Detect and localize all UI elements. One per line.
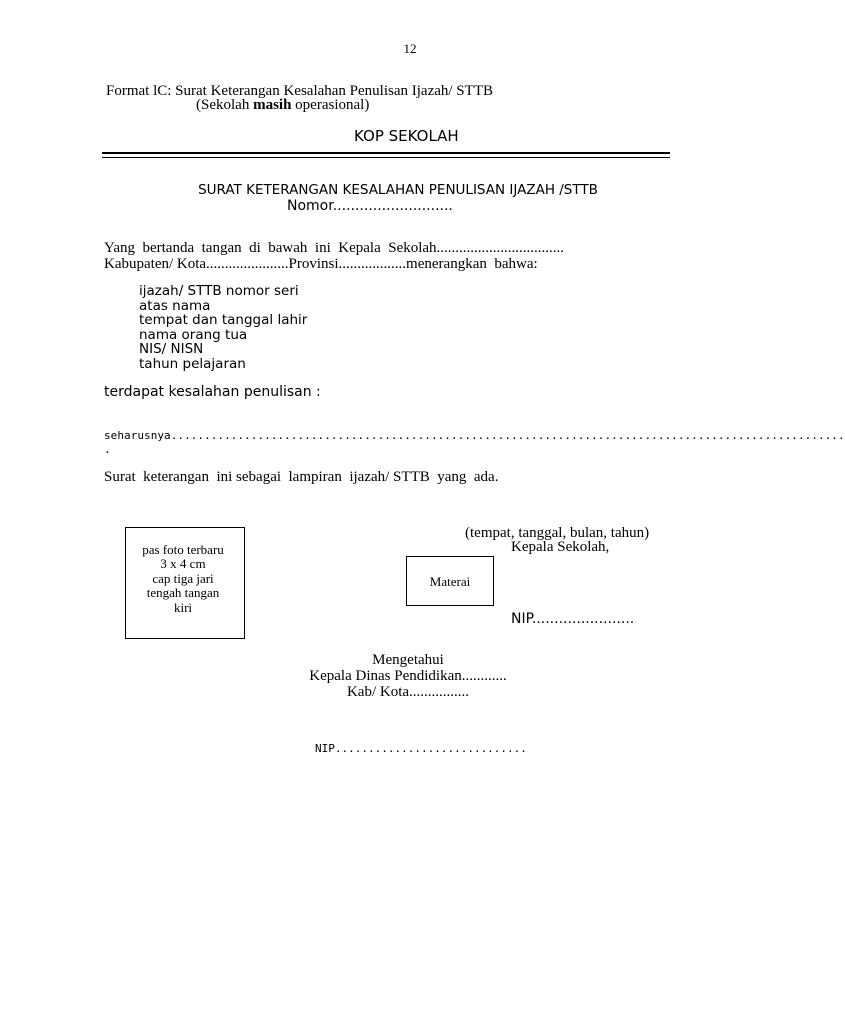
format-title: Format lC: Surat Keterangan Kesalahan Penulisan Ijazah/ STTB	[106, 83, 493, 99]
intro-line-1: Yang bertanda tangan di bawah ini Kepala Sekolah..................................	[104, 240, 565, 256]
stamp-label: Materai	[429, 574, 471, 589]
photo-box-text	[126, 543, 240, 615]
letter-number: Nomor...........................	[287, 198, 453, 214]
letterhead-rule-thick	[102, 152, 670, 154]
signature-role: Kepala Sekolah,	[511, 539, 610, 555]
format-subtitle-suffix: operasional)	[291, 97, 370, 113]
intro-line-2: Kabupaten/ Kota......................Provinsi..................menerangkan bahwa:	[104, 256, 538, 272]
signature-place-date: (tempat, tanggal, bulan, tahun)	[465, 525, 650, 541]
correction-line-tail: .	[104, 443, 111, 456]
letterhead-rule-thin	[102, 157, 670, 158]
stamp-box	[406, 556, 494, 606]
signature-nip: NIP.......................	[511, 611, 635, 627]
letterhead-label: KOP SEKOLAH	[354, 127, 459, 145]
letter-title: SURAT KETERANGAN KESALAHAN PENULISAN IJAZAH /STTB	[198, 182, 598, 198]
field-academic-year: tahun pelajaran	[139, 355, 246, 372]
photo-box	[125, 527, 245, 639]
identity-fields-list	[139, 284, 307, 372]
correction-line: seharusnya.....................................................................................................	[104, 429, 845, 442]
acknowledgement-region: Kab/ Kota................	[346, 684, 470, 700]
field-name: atas nama	[139, 297, 211, 314]
photo-box-line: cap tiga jari	[152, 570, 214, 586]
field-student-id: NIS/ NISN	[139, 341, 204, 358]
acknowledgement-office: Kepala Dinas Pendidikan............	[309, 668, 507, 684]
field-birth-place-date: tempat dan tanggal lahir	[139, 312, 308, 329]
photo-box-line: pas foto terbaru	[142, 542, 224, 557]
field-certificate-serial: ijazah/ STTB nomor seri	[139, 283, 299, 299]
field-parent-name: nama orang tua	[139, 326, 248, 343]
attachment-note: Surat keterangan ini sebagai lampiran ijazah/ STTB yang ada.	[104, 469, 499, 485]
photo-box-line: 3 x 4 cm	[160, 556, 206, 572]
error-label: terdapat kesalahan penulisan :	[104, 384, 321, 400]
acknowledgement-nip: NIP.............................	[315, 742, 527, 755]
format-subtitle-prefix: (Sekolah	[196, 97, 254, 113]
photo-box-line: tengah tangan	[146, 585, 220, 601]
photo-box-line: kiri	[173, 599, 193, 615]
acknowledgement-heading: Mengetahui	[372, 652, 444, 668]
format-subtitle-emphasis: masih	[253, 97, 292, 113]
format-subtitle	[196, 97, 369, 114]
page-number: 12	[403, 41, 417, 56]
